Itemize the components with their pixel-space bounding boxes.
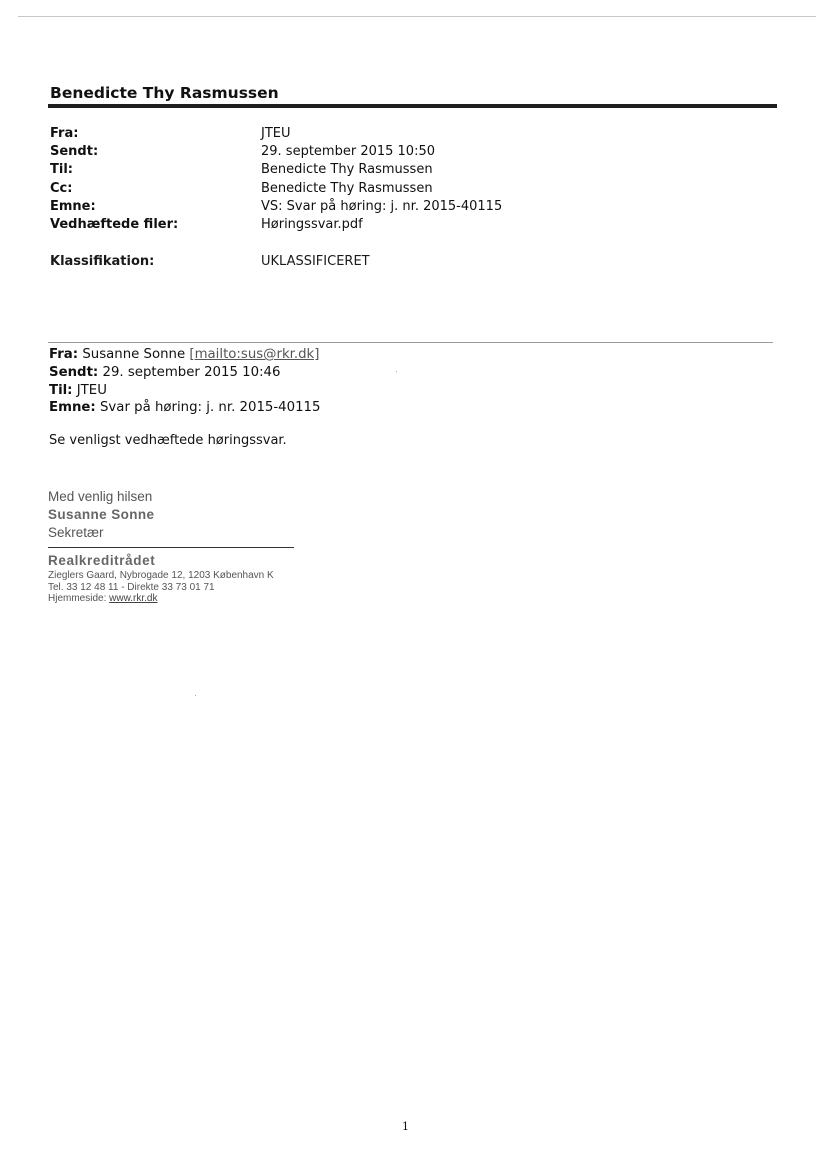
- signature-greeting: Med venlig hilsen: [48, 489, 153, 504]
- header-value: Benedicte Thy Rasmussen: [261, 162, 433, 178]
- forwarded-to-value: JTEU: [76, 382, 107, 398]
- header-value: VS: Svar på høring: j. nr. 2015-40115: [261, 198, 503, 214]
- classification-row: [50, 254, 370, 269]
- signature-name: Susanne Sonne: [48, 507, 155, 522]
- signature-title: Sekretær: [48, 525, 104, 540]
- header-value: JTEU: [261, 125, 291, 141]
- signature-divider: [48, 547, 294, 548]
- header-row-to: [50, 161, 502, 179]
- forwarded-from-label: Fra:: [49, 347, 79, 362]
- header-row-from: [50, 124, 502, 142]
- email-signature: [48, 488, 294, 605]
- scan-edge-line: [18, 16, 816, 17]
- page-number: 1: [402, 1120, 409, 1133]
- scan-speck: [195, 695, 196, 696]
- website-label: Hjemmeside:: [48, 593, 107, 604]
- header-label: Til:: [50, 162, 73, 178]
- classification-label: Klassifikation:: [50, 254, 155, 269]
- forwarded-sent-value: 29. september 2015 10:46: [102, 364, 281, 380]
- header-row-cc: [50, 179, 502, 197]
- header-row-subject: [50, 197, 502, 215]
- attachment-filename[interactable]: Høringssvar.pdf: [261, 217, 363, 233]
- signature-phone: Tel. 33 12 48 11 - Direkte 33 73 01 71: [48, 581, 215, 593]
- forwarded-from-name: Susanne Sonne: [82, 347, 186, 362]
- header-value: Benedicte Thy Rasmussen: [261, 180, 433, 196]
- forwarded-to-label: Til:: [49, 382, 73, 398]
- forwarded-header: [49, 346, 320, 417]
- email-header-fields: [50, 124, 502, 234]
- forwarded-subject-label: Emne:: [49, 400, 96, 416]
- forwarded-subject-line: [49, 399, 320, 417]
- signature-website-line: [48, 593, 294, 605]
- mailto-link[interactable]: [mailto:sus@rkr.dk]: [189, 347, 320, 362]
- forwarded-sent-label: Sendt:: [49, 364, 99, 380]
- message-body: Se venligst vedhæftede høringssvar.: [49, 433, 287, 448]
- forwarded-to-line: [49, 382, 320, 400]
- header-label: Fra:: [50, 125, 79, 141]
- scan-speck: [396, 371, 397, 372]
- forwarded-from-line: [49, 346, 320, 364]
- mailbox-owner-name: Benedicte Thy Rasmussen: [50, 84, 279, 102]
- signature-address: Zieglers Gaard, Nybrogade 12, 1203 København K: [48, 570, 274, 581]
- classification-value: UKLASSIFICERET: [261, 254, 370, 269]
- website-link[interactable]: www.rkr.dk: [109, 593, 158, 604]
- forwarded-sent-line: [49, 364, 320, 382]
- header-row-sent: [50, 142, 502, 160]
- header-label: Emne:: [50, 198, 96, 214]
- header-label: Sendt:: [50, 143, 99, 159]
- signature-organization: Realkreditrådet: [48, 553, 156, 568]
- header-value: 29. september 2015 10:50: [261, 143, 435, 159]
- forward-separator: [48, 342, 773, 343]
- forwarded-subject-value: Svar på høring: j. nr. 2015-40115: [99, 400, 321, 416]
- header-row-attachments: [50, 215, 502, 233]
- header-label: Cc:: [50, 180, 73, 196]
- header-label: Vedhæftede filer:: [50, 217, 179, 233]
- header-divider: [48, 104, 777, 108]
